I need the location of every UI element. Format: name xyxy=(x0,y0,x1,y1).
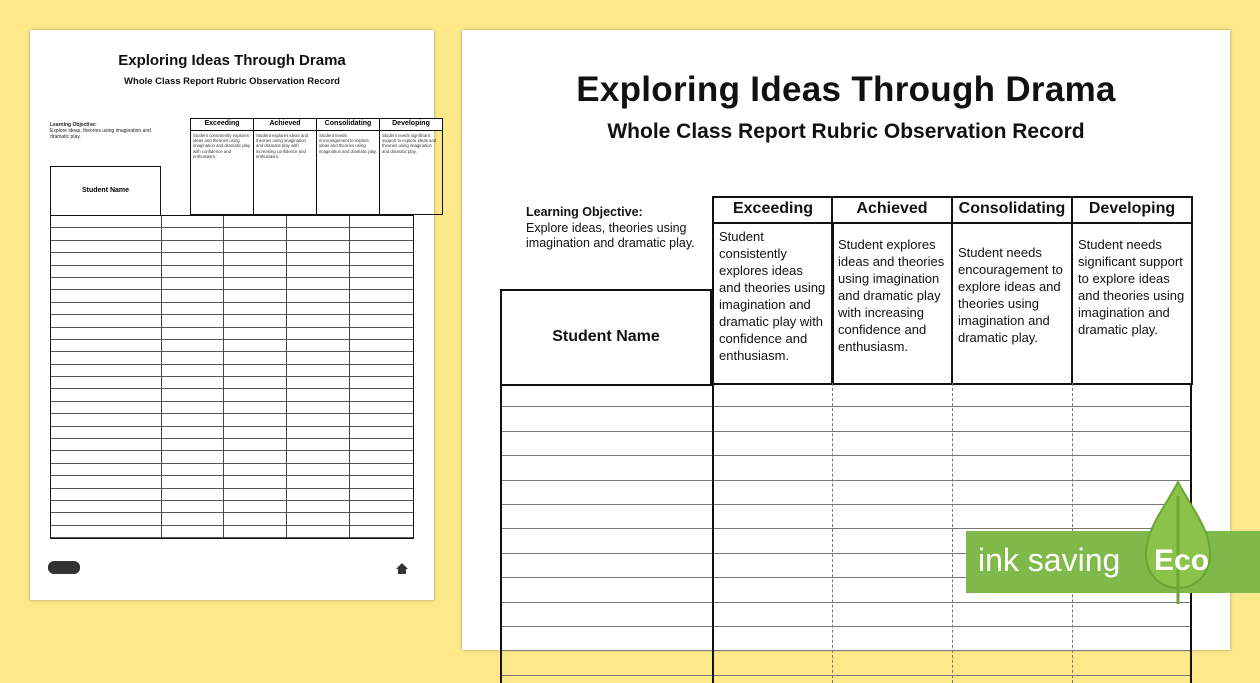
thumbnail-col-header: Achieved xyxy=(253,118,317,131)
thumbnail-column-divider xyxy=(286,216,287,538)
thumbnail-col-description: Student explores ideas and theories using imagination and dramatic play with increasing confidence and enthusiasm. xyxy=(253,131,317,215)
thumbnail-col-description: Student needs encouragement to explore ideas and theories using imagination and dramatic play. xyxy=(316,131,380,215)
student-row xyxy=(51,352,413,364)
column-divider xyxy=(952,383,953,683)
thumbnail-title: Exploring Ideas Through Drama xyxy=(118,52,346,69)
student-row xyxy=(51,402,413,414)
student-row xyxy=(502,432,1190,456)
student-row xyxy=(502,407,1190,431)
description-developing: Student needs significant support to explore ideas and theories using imagination and dramatic play. xyxy=(1071,222,1193,385)
student-row xyxy=(51,513,413,525)
thumbnail-column-divider xyxy=(223,216,224,538)
student-row xyxy=(51,427,413,439)
student-row xyxy=(51,414,413,426)
student-row xyxy=(51,278,413,290)
thumbnail-col-header: Developing xyxy=(379,118,443,131)
column-header-exceeding: Exceeding xyxy=(712,196,834,224)
thumbnail-student-name-header: Student Name xyxy=(50,166,161,216)
thumbnail-student-rows xyxy=(50,215,414,539)
column-header-developing: Developing xyxy=(1071,196,1193,224)
student-row xyxy=(51,340,413,352)
publisher-logo xyxy=(48,561,80,574)
ink-saving-eco-badge xyxy=(966,476,1260,606)
eco-label: Eco xyxy=(1154,544,1210,577)
thumbnail-column-divider xyxy=(161,216,162,538)
student-row xyxy=(51,328,413,340)
student-row xyxy=(51,439,413,451)
student-row xyxy=(51,464,413,476)
learning-objective-text: Explore ideas, theories using imagination and dramatic play. xyxy=(526,220,695,250)
thumbnail-col-header: Exceeding xyxy=(190,118,254,131)
house-icon xyxy=(394,560,410,576)
column-header-consolidating: Consolidating xyxy=(951,196,1073,224)
student-row xyxy=(502,627,1190,651)
thumbnail-col-header: Consolidating xyxy=(316,118,380,131)
student-row xyxy=(502,603,1190,627)
student-row xyxy=(51,489,413,501)
column-divider xyxy=(712,383,714,683)
description-consolidating: Student needs encouragement to explore ideas and theories using imagination and dramatic play. xyxy=(951,222,1073,385)
description-exceeding: Student consistently explores ideas and theories using imagination and dramatic play with confidence and enthusiasm. xyxy=(712,222,834,385)
student-row xyxy=(51,253,413,265)
thumbnail-column-divider xyxy=(349,216,350,538)
learning-objective-label: Learning Objective: xyxy=(526,205,643,219)
ink-saving-label: ink saving xyxy=(978,542,1121,578)
student-row xyxy=(502,383,1190,407)
student-row xyxy=(51,501,413,513)
student-row xyxy=(51,303,413,315)
student-row xyxy=(51,389,413,401)
thumbnail-subtitle: Whole Class Report Rubric Observation Record xyxy=(124,76,340,87)
learning-objective xyxy=(526,205,706,252)
thumbnail-col-description: Student consistently explores ideas and theories using imagination and dramatic play with confidence and enthusiasm. xyxy=(190,131,254,215)
student-row xyxy=(51,228,413,240)
thumbnail-page xyxy=(30,30,437,600)
description-achieved: Student explores ideas and theories using imagination and dramatic play with increasing confidence and enthusiasm. xyxy=(831,222,953,385)
student-name-header: Student Name xyxy=(500,289,712,386)
student-row xyxy=(51,451,413,463)
student-row xyxy=(51,476,413,488)
student-row xyxy=(51,526,413,538)
column-divider xyxy=(832,383,833,683)
leaf-drop-icon xyxy=(1138,476,1218,606)
thumbnail-rubric-table xyxy=(50,118,437,540)
thumbnail-objective-label: Learning Objective: xyxy=(50,122,97,128)
student-row xyxy=(51,377,413,389)
student-row xyxy=(51,290,413,302)
page-subtitle: Whole Class Report Rubric Observation Record xyxy=(607,120,1085,143)
column-header-achieved: Achieved xyxy=(831,196,953,224)
student-row xyxy=(51,266,413,278)
student-row xyxy=(51,216,413,228)
thumbnail-col-description: Student needs significant support to explore ideas and theories using imagination and dramatic play. xyxy=(379,131,443,215)
student-row xyxy=(502,651,1190,675)
page-title: Exploring Ideas Through Drama xyxy=(576,70,1116,109)
thumbnail-objective-text: Explore ideas, theories using imagination and dramatic play. xyxy=(50,128,151,140)
student-row xyxy=(51,315,413,327)
student-row xyxy=(51,365,413,377)
student-row xyxy=(51,241,413,253)
